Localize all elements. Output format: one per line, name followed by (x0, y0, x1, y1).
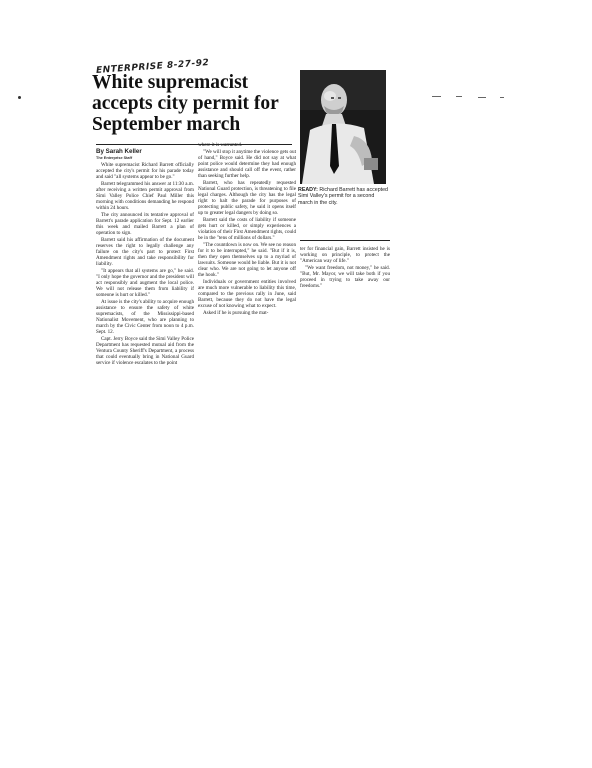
portrait-photo-image (300, 70, 386, 184)
article-headline: White supremacist accepts city permit for September march (92, 72, 279, 135)
photo-caption-text: Richard Barrett has accepted Simi Valley's permit for a second march in the city. (298, 187, 389, 206)
column3-paragraph: "We want freedom, not money," he said. "But, Mr. Mayor, we will take both if you proceed in trying to take away our freedoms." (300, 264, 390, 290)
column1-paragraph: Barrett telegrammed his answer at 11:30 a.m. after receiving a written permit approval from Simi Valley Police Chief Paul Miller this morning with conditions demanding he respond within 24 hours. (96, 180, 194, 212)
column2-paragraph: Barrett, who has repeatedly requested National Guard protection, is threatening to file legal charges. Although the city has the legal right to halt the parade for purposes of protecting public safety, he said it opens itself up to greater legal dangers by doing so. (198, 179, 296, 217)
article-byline-source: The Enterprise Staff (96, 156, 133, 160)
photo-caption-lead: READY: (298, 187, 318, 193)
column1-paragraph: At issue is the city's ability to acquire enough assistance to ensure the safety of white supremacists, of the Mississippi-based Nationalist Movement, who are planning to march by the Civic Center from noon to 4 p.m. Sept. 12. (96, 298, 194, 336)
column2-paragraph: Barrett said the costs of liability if someone gets hurt or killed, or simply experiences a violation of their First Amendment rights, could be in the "tens of millions of dollars." (198, 216, 296, 241)
column2-paragraph: where it is warranted. (198, 142, 243, 148)
column2-paragraph: "We will stop it anytime the violence gets out of hand," Boyce said. He did not say at what point police would determine they had enough assistance and should call off the event, rather than seeking further help. (198, 148, 296, 179)
column3-paragraph: ter for financial gain, Barrett insisted he is working on principle, to protect the "American way of life." (300, 246, 390, 265)
handwritten-date-note: ENTERPRISE 8-27-92 (95, 58, 210, 76)
column1-paragraph: Barrett said his affirmation of the document reserves the right to legally challenge any failure on the city's part to protect First Amendment rights and take responsibility for liability. (96, 236, 194, 267)
column2-paragraph: Asked if he is pursuing the mat- (203, 309, 269, 316)
article-byline: By Sarah Keller (96, 148, 142, 155)
column1-paragraph: "It appears that all systems are go," he said. "I only hope the governor and the president will act responsibly and augment the local police. We will not release them from liability if someone is hurt or killed." (96, 267, 194, 298)
scan-speck-right-3 (478, 97, 486, 98)
column1-paragraph: The city announced its tentative approval of Barrett's parade application for Sept. 12 earlier this week and mailed Barrett a plan of operation to sign. (96, 211, 194, 237)
column1-paragraph: Capt. Jerry Boyce said the Simi Valley Police Department has requested mutual aid from the Ventura County Sheriff's Department, a process that could eventually bring in National Guard service if violence escalates to the point (96, 335, 194, 366)
scan-speck-left (18, 96, 21, 99)
column2-paragraph: Individuals or government entities involved are much more vulnerable to liability this time, compared to the previous rally in June, said Barrett, because they do not have the legal excuse of not knowing what to expect. (198, 278, 296, 309)
article-column-1 (96, 162, 194, 367)
scan-speck-right-2 (456, 96, 462, 97)
article-column-3 (300, 246, 390, 290)
caption-divider (300, 240, 390, 241)
column2-paragraph: "The countdown is now on. We see no reason for it to be interrupted," he said. "But if it is, then they open themselves up to a myriad of lawsuits. Someone would be liable. But it is not clear who. We are not going to let anyone off the hook." (198, 241, 296, 278)
scan-speck-right-4 (500, 97, 504, 98)
column1-paragraph: White supremacist Richard Barrett officially accepted the city's permit for his parade today and said "all systems appear to be go." (96, 162, 194, 181)
scan-speck-right-1 (432, 96, 441, 97)
article-photo-portrait (300, 70, 386, 184)
article-column-2 (198, 142, 296, 316)
photo-caption (298, 187, 390, 206)
